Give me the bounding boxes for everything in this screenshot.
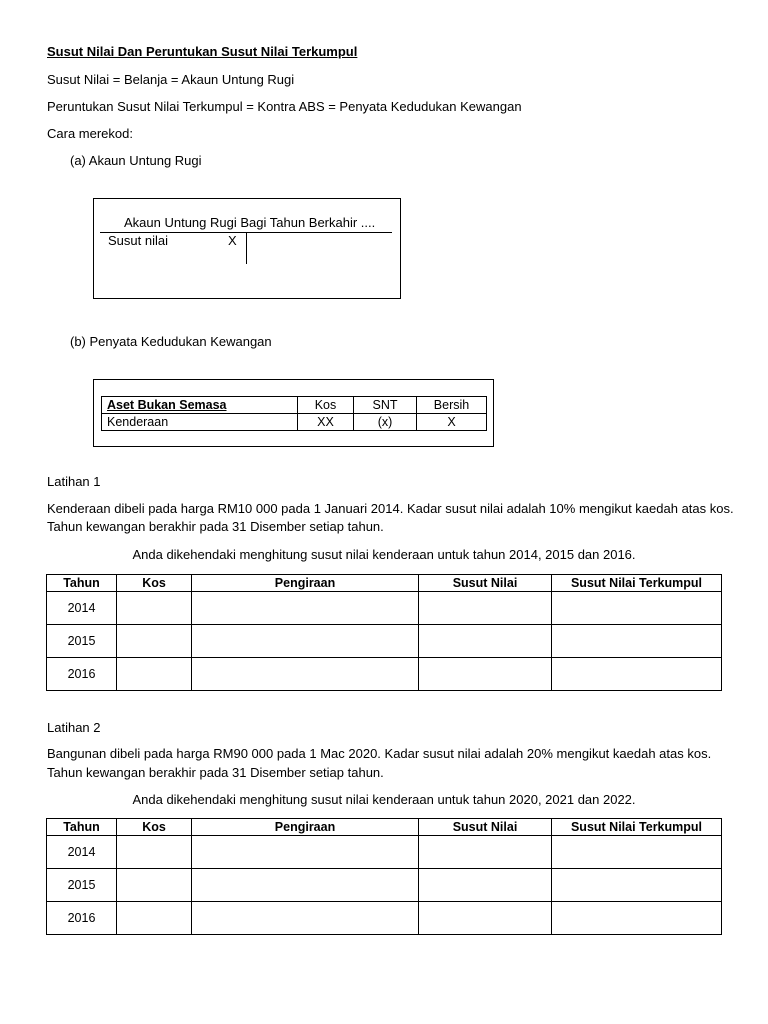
ex2-acc-cell (552, 902, 722, 935)
ex1-calc-cell (192, 658, 419, 691)
ex2-header-cost: Kos (117, 819, 192, 836)
ex2-acc-cell (552, 836, 722, 869)
ex1-dep-cell (419, 658, 552, 691)
exercise-1-heading: Latihan 1 (47, 474, 101, 489)
sofp-box (93, 379, 494, 447)
ex2-cost-cell (117, 869, 192, 902)
sofp-cell-snt: (x) (354, 414, 417, 431)
ex2-year-cell: 2016 (47, 902, 117, 935)
sofp-cell-cost: XX (298, 414, 354, 431)
table-row (47, 658, 722, 691)
sofp-cell-net: X (417, 414, 487, 431)
recording-heading: Cara merekod: (47, 126, 133, 141)
table-row (47, 836, 722, 869)
ex1-year-cell: 2014 (47, 592, 117, 625)
ex1-dep-cell (419, 592, 552, 625)
table-row (47, 869, 722, 902)
ex1-header-depreciation: Susut Nilai (419, 575, 552, 592)
ex2-year-cell: 2014 (47, 836, 117, 869)
ex1-cost-cell (117, 658, 192, 691)
table-row (47, 625, 722, 658)
t-account-title: Akaun Untung Rugi Bagi Tahun Berkahir .... (124, 215, 376, 230)
sofp-table (101, 396, 487, 431)
definition-line-2: Peruntukan Susut Nilai Terkumpul = Kontra ABS = Penyata Kedudukan Kewangan (47, 99, 522, 114)
ex1-calc-cell (192, 625, 419, 658)
exercise-2-task: Anda dikehendaki menghitung susut nilai kenderaan untuk tahun 2020, 2021 dan 2022. (132, 792, 636, 807)
ex1-cost-cell (117, 592, 192, 625)
ex2-calc-cell (192, 902, 419, 935)
ex2-dep-cell (419, 902, 552, 935)
ex1-cost-cell (117, 625, 192, 658)
ex1-dep-cell (419, 625, 552, 658)
ex1-year-cell: 2015 (47, 625, 117, 658)
exercise-1-desc-2: Tahun kewangan berakhir pada 31 Disember setiap tahun. (47, 519, 384, 534)
t-account-box (93, 198, 401, 299)
sofp-header-net: Bersih (417, 397, 487, 414)
ex1-header-calc: Pengiraan (192, 575, 419, 592)
sofp-cell-asset: Kenderaan (102, 414, 298, 431)
sofp-header-asset: Aset Bukan Semasa (102, 397, 298, 414)
ex1-acc-cell (552, 658, 722, 691)
ex2-calc-cell (192, 836, 419, 869)
exercise-2-desc-2: Tahun kewangan berakhir pada 31 Disember setiap tahun. (47, 765, 384, 780)
ex2-cost-cell (117, 902, 192, 935)
ex2-acc-cell (552, 869, 722, 902)
ex1-header-year: Tahun (47, 575, 117, 592)
sofp-header-cost: Kos (298, 397, 354, 414)
exercise-1-task: Anda dikehendaki menghitung susut nilai kenderaan untuk tahun 2014, 2015 dan 2016. (132, 547, 636, 562)
exercise-2-table (46, 818, 722, 935)
exercise-1-desc-1: Kenderaan dibeli pada harga RM10 000 pada 1 Januari 2014. Kadar susut nilai adalah 10% mengikut kaedah atas kos. (47, 501, 734, 516)
t-account-item: Susut nilai (108, 233, 168, 248)
ex1-calc-cell (192, 592, 419, 625)
definition-line-1: Susut Nilai = Belanja = Akaun Untung Rugi (47, 72, 295, 87)
ex2-cost-cell (117, 836, 192, 869)
exercise-2-desc-1: Bangunan dibeli pada harga RM90 000 pada 1 Mac 2020. Kadar susut nilai adalah 20% mengikut kaedah atas kos. (47, 746, 712, 761)
ex2-header-accumulated: Susut Nilai Terkumpul (552, 819, 722, 836)
ex2-header-depreciation: Susut Nilai (419, 819, 552, 836)
exercise-2-heading: Latihan 2 (47, 720, 101, 735)
page-title: Susut Nilai Dan Peruntukan Susut Nilai Terkumpul (47, 44, 358, 59)
ex2-year-cell: 2015 (47, 869, 117, 902)
ex1-header-accumulated: Susut Nilai Terkumpul (552, 575, 722, 592)
ex1-year-cell: 2016 (47, 658, 117, 691)
ex2-calc-cell (192, 869, 419, 902)
ex1-acc-cell (552, 592, 722, 625)
t-account-divider (246, 232, 247, 264)
ex2-header-calc: Pengiraan (192, 819, 419, 836)
ex2-dep-cell (419, 869, 552, 902)
t-account-amount: X (228, 233, 237, 248)
exercise-1-table (46, 574, 722, 691)
ex2-header-year: Tahun (47, 819, 117, 836)
section-b-label: (b) Penyata Kedudukan Kewangan (70, 334, 272, 349)
sofp-header-snt: SNT (354, 397, 417, 414)
ex2-dep-cell (419, 836, 552, 869)
ex1-header-cost: Kos (117, 575, 192, 592)
table-row (47, 592, 722, 625)
ex1-acc-cell (552, 625, 722, 658)
section-a-label: (a) Akaun Untung Rugi (70, 153, 202, 168)
table-row (47, 902, 722, 935)
